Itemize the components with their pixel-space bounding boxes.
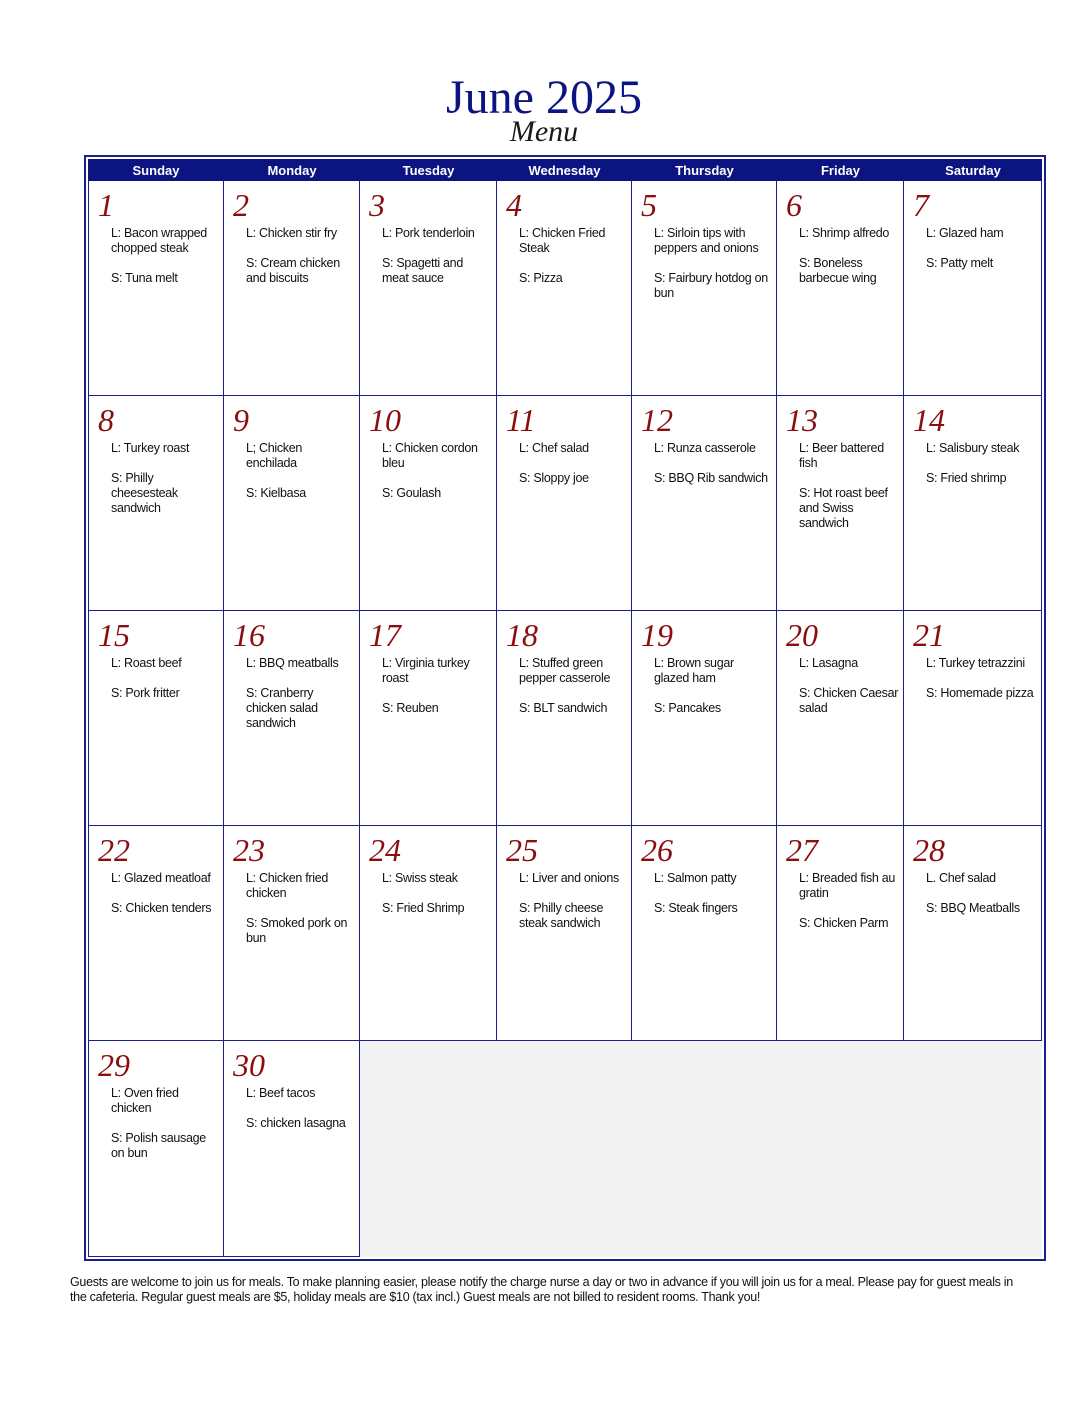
day-cell bbox=[777, 611, 904, 826]
supper-item: S: Philly cheesesteak sandwich bbox=[111, 471, 178, 515]
weekday-header-saturday: Saturday bbox=[904, 159, 1042, 181]
day-number: 16 bbox=[233, 617, 265, 653]
day-cell bbox=[88, 611, 224, 826]
day-cell bbox=[904, 611, 1042, 826]
supper-item: S: Chicken tenders bbox=[111, 901, 212, 915]
day-number: 10 bbox=[369, 402, 401, 438]
weekday-header-tuesday: Tuesday bbox=[360, 159, 497, 181]
supper-item: S: BLT sandwich bbox=[519, 701, 608, 715]
day-cell bbox=[632, 826, 777, 1041]
day-cell bbox=[224, 1041, 360, 1257]
day-cell bbox=[224, 611, 360, 826]
empty-days-area bbox=[360, 1041, 1042, 1257]
day-number: 11 bbox=[506, 402, 536, 438]
supper-item: S: Homemade pizza bbox=[926, 686, 1034, 700]
lunch-item: L; Chicken enchilada bbox=[246, 441, 303, 470]
day-number: 30 bbox=[233, 1047, 265, 1083]
day-number: 19 bbox=[641, 617, 673, 653]
lunch-item: L: Salisbury steak bbox=[926, 441, 1020, 455]
supper-item: S: Pork fritter bbox=[111, 686, 180, 700]
day-cell bbox=[632, 611, 777, 826]
supper-item: S: Reuben bbox=[382, 701, 439, 715]
supper-item: S: Philly cheese steak sandwich bbox=[519, 901, 604, 930]
day-cell bbox=[360, 396, 497, 611]
day-number: 23 bbox=[233, 832, 265, 868]
lunch-item: L: Lasagna bbox=[799, 656, 858, 670]
supper-item: S: Fried Shrimp bbox=[382, 901, 465, 915]
supper-item: S: Steak fingers bbox=[654, 901, 738, 915]
supper-item: S: Spagetti and meat sauce bbox=[382, 256, 463, 285]
day-number: 14 bbox=[913, 402, 945, 438]
supper-item: S: Hot roast beef and Swiss sandwich bbox=[799, 486, 888, 530]
day-cell bbox=[497, 826, 632, 1041]
day-number: 15 bbox=[98, 617, 130, 653]
day-number: 27 bbox=[786, 832, 818, 868]
lunch-item: L: Sirloin tips with peppers and onions bbox=[654, 226, 759, 255]
day-number: 4 bbox=[506, 187, 522, 223]
day-number: 3 bbox=[369, 187, 385, 223]
supper-item: S: Goulash bbox=[382, 486, 441, 500]
supper-item: S: Fried shrimp bbox=[926, 471, 1007, 485]
lunch-item: L: BBQ meatballs bbox=[246, 656, 339, 670]
lunch-item: L: Oven fried chicken bbox=[111, 1086, 179, 1115]
lunch-item: L: Turkey roast bbox=[111, 441, 190, 455]
day-cell bbox=[497, 181, 632, 396]
day-cell bbox=[88, 396, 224, 611]
supper-item: S: BBQ Meatballs bbox=[926, 901, 1020, 915]
day-cell bbox=[88, 1041, 224, 1257]
supper-item: S: Boneless barbecue wing bbox=[799, 256, 877, 285]
calendar-grid bbox=[88, 159, 1042, 1257]
lunch-item: L: Virginia turkey roast bbox=[382, 656, 470, 685]
lunch-item: L: Chicken Fried Steak bbox=[519, 226, 606, 255]
supper-item: S: BBQ Rib sandwich bbox=[654, 471, 768, 485]
lunch-item: L: Stuffed green pepper casserole bbox=[519, 656, 611, 685]
day-cell bbox=[360, 826, 497, 1041]
page-subtitle: Menu bbox=[509, 115, 579, 148]
day-cell bbox=[88, 181, 224, 396]
guest-meal-note: Guests are welcome to join us for meals. To make planning easier, please notify the charge nurse a day or two in advance if you will join us for a meal. Please pay for guest meals in the cafeteria. Regular guest meals are $5, holiday meals are $10 (tax incl.) Guest meals are not billed to resident rooms. Thank you! bbox=[70, 1275, 1013, 1304]
day-cell bbox=[88, 826, 224, 1041]
day-cell bbox=[777, 396, 904, 611]
day-number: 9 bbox=[233, 402, 249, 438]
supper-item: S: Smoked pork on bun bbox=[246, 916, 348, 945]
day-cell bbox=[904, 181, 1042, 396]
supper-item: S: Pancakes bbox=[654, 701, 721, 715]
lunch-item: L: Shrimp alfredo bbox=[799, 226, 890, 240]
supper-item: S: Tuna melt bbox=[111, 271, 178, 285]
day-number: 12 bbox=[641, 402, 673, 438]
weekday-header-sunday: Sunday bbox=[88, 159, 224, 181]
weekday-header-friday: Friday bbox=[777, 159, 904, 181]
supper-item: S: Fairbury hotdog on bun bbox=[654, 271, 768, 300]
day-cell bbox=[632, 396, 777, 611]
page-title: June 2025 bbox=[446, 71, 642, 124]
day-number: 7 bbox=[913, 187, 929, 223]
supper-item: S: Sloppy joe bbox=[519, 471, 589, 485]
lunch-item: L: Liver and onions bbox=[519, 871, 619, 885]
lunch-item: L: Runza casserole bbox=[654, 441, 756, 455]
day-number: 5 bbox=[641, 187, 657, 223]
lunch-item: L: Breaded fish au gratin bbox=[799, 871, 896, 900]
day-number: 18 bbox=[506, 617, 538, 653]
day-number: 29 bbox=[98, 1047, 130, 1083]
supper-item: S: Chicken Caesar salad bbox=[799, 686, 899, 715]
day-number: 22 bbox=[98, 832, 130, 868]
supper-item: S: Pizza bbox=[519, 271, 563, 285]
lunch-item: L: Glazed ham bbox=[926, 226, 1004, 240]
day-number: 2 bbox=[233, 187, 249, 223]
weekday-header-wednesday: Wednesday bbox=[497, 159, 632, 181]
lunch-item: L: Swiss steak bbox=[382, 871, 458, 885]
day-number: 25 bbox=[506, 832, 538, 868]
day-cell bbox=[632, 181, 777, 396]
day-cell bbox=[904, 396, 1042, 611]
weekday-header-monday: Monday bbox=[224, 159, 360, 181]
day-cell bbox=[497, 396, 632, 611]
day-cell bbox=[360, 181, 497, 396]
lunch-item: L. Chef salad bbox=[926, 871, 996, 885]
day-cell bbox=[777, 181, 904, 396]
lunch-item: L: Beef tacos bbox=[246, 1086, 316, 1100]
day-cell bbox=[497, 611, 632, 826]
supper-item: S: Polish sausage on bun bbox=[111, 1131, 206, 1160]
supper-item: S: Patty melt bbox=[926, 256, 993, 270]
day-number: 8 bbox=[98, 402, 114, 438]
supper-item: S: Kielbasa bbox=[246, 486, 306, 500]
day-number: 24 bbox=[369, 832, 401, 868]
day-number: 28 bbox=[913, 832, 945, 868]
lunch-item: L: Salmon patty bbox=[654, 871, 737, 885]
day-number: 6 bbox=[786, 187, 802, 223]
lunch-item: L: Glazed meatloaf bbox=[111, 871, 211, 885]
supper-item: S: Chicken Parm bbox=[799, 916, 889, 930]
calendar-frame bbox=[84, 155, 1046, 1261]
lunch-item: L: Chicken stir fry bbox=[246, 226, 337, 240]
lunch-item: L: Roast beef bbox=[111, 656, 182, 670]
day-cell bbox=[360, 611, 497, 826]
lunch-item: L: Chicken cordon bleu bbox=[382, 441, 478, 470]
day-cell bbox=[777, 826, 904, 1041]
lunch-item: L: Chef salad bbox=[519, 441, 589, 455]
day-number: 13 bbox=[786, 402, 818, 438]
day-cell bbox=[224, 181, 360, 396]
day-cell bbox=[224, 396, 360, 611]
weekday-header-thursday: Thursday bbox=[632, 159, 777, 181]
lunch-item: L: Pork tenderloin bbox=[382, 226, 475, 240]
supper-item: S: Cream chicken and biscuits bbox=[246, 256, 340, 285]
day-number: 1 bbox=[98, 187, 114, 223]
day-number: 20 bbox=[786, 617, 818, 653]
lunch-item: L: Chicken fried chicken bbox=[246, 871, 329, 900]
day-cell bbox=[224, 826, 360, 1041]
day-number: 17 bbox=[369, 617, 401, 653]
lunch-item: L: Beer battered fish bbox=[799, 441, 884, 470]
supper-item: S: Cranberry chicken salad sandwich bbox=[246, 686, 318, 730]
day-number: 21 bbox=[913, 617, 945, 653]
supper-item: S: chicken lasagna bbox=[246, 1116, 346, 1130]
lunch-item: L: Turkey tetrazzini bbox=[926, 656, 1025, 670]
day-number: 26 bbox=[641, 832, 673, 868]
lunch-item: L: Brown sugar glazed ham bbox=[654, 656, 734, 685]
lunch-item: L: Bacon wrapped chopped steak bbox=[111, 226, 207, 255]
day-cell bbox=[904, 826, 1042, 1041]
